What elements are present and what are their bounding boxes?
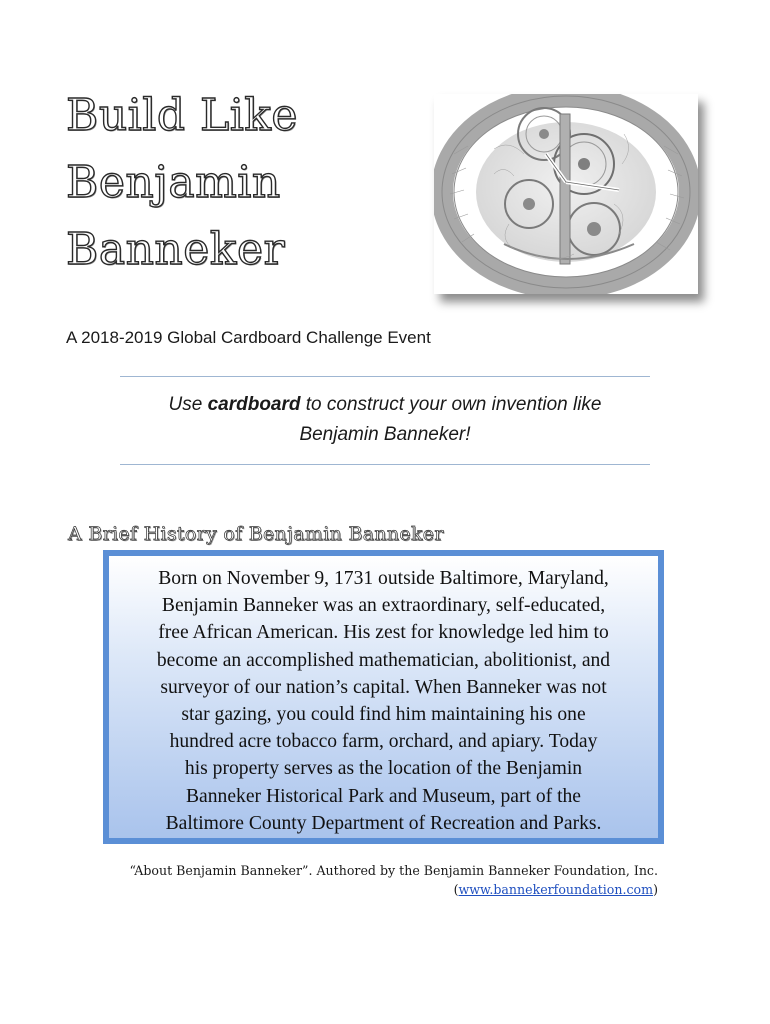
citation-text: “About Benjamin Banneker”. Authored by the Benjamin Banneker Foundation, Inc. <box>129 863 658 878</box>
citation <box>80 861 658 899</box>
tagline-prefix: Use <box>168 394 208 415</box>
history-line: free African American. His zest for knowledge led him to <box>158 622 609 644</box>
history-box <box>103 550 664 844</box>
history-line: hundred acre tobacco farm, orchard, and apiary. Today <box>169 731 598 753</box>
tagline-line-2: Benjamin Banneker! <box>299 424 471 445</box>
divider-bottom <box>120 464 650 465</box>
title-line-1: Build Like <box>66 90 298 141</box>
tagline-bold-word: cardboard <box>207 394 301 415</box>
history-line: Benjamin Banneker was an extraordinary, self-educated, <box>161 595 606 617</box>
history-text <box>121 565 646 837</box>
tagline-suffix: to construct your own invention like <box>300 394 602 415</box>
history-line: Banneker Historical Park and Museum, part of the <box>185 785 582 807</box>
citation-link-line <box>80 880 658 899</box>
history-line: Baltimore County Department of Recreation and Parks. <box>165 812 602 834</box>
title-line-3: Banneker <box>66 224 286 275</box>
event-subtitle: A 2018-2019 Global Cardboard Challenge Event <box>66 328 431 347</box>
citation-paren-close: ) <box>653 882 658 897</box>
foundation-link[interactable]: www.bannekerfoundation.com <box>458 882 654 897</box>
tagline <box>120 390 650 450</box>
clock-sketch-image <box>434 94 698 294</box>
history-line: become an accomplished mathematician, abolitionist, and <box>156 649 611 671</box>
history-line: his property serves as the location of the Benjamin <box>184 758 583 780</box>
divider-top <box>120 376 650 377</box>
citation-paren-open: ( <box>453 882 459 897</box>
title-line-2: Benjamin <box>66 157 281 208</box>
history-line: surveyor of our nation’s capital. When Banneker was not <box>160 676 607 698</box>
history-line: star gazing, you could find him maintaining his one <box>181 704 586 726</box>
section-heading: A Brief History of Benjamin Banneker <box>68 523 444 545</box>
page-title <box>66 82 406 283</box>
clock-sketch-illustration <box>434 94 698 294</box>
history-line: Born on November 9, 1731 outside Baltimore, Maryland, <box>158 568 609 589</box>
